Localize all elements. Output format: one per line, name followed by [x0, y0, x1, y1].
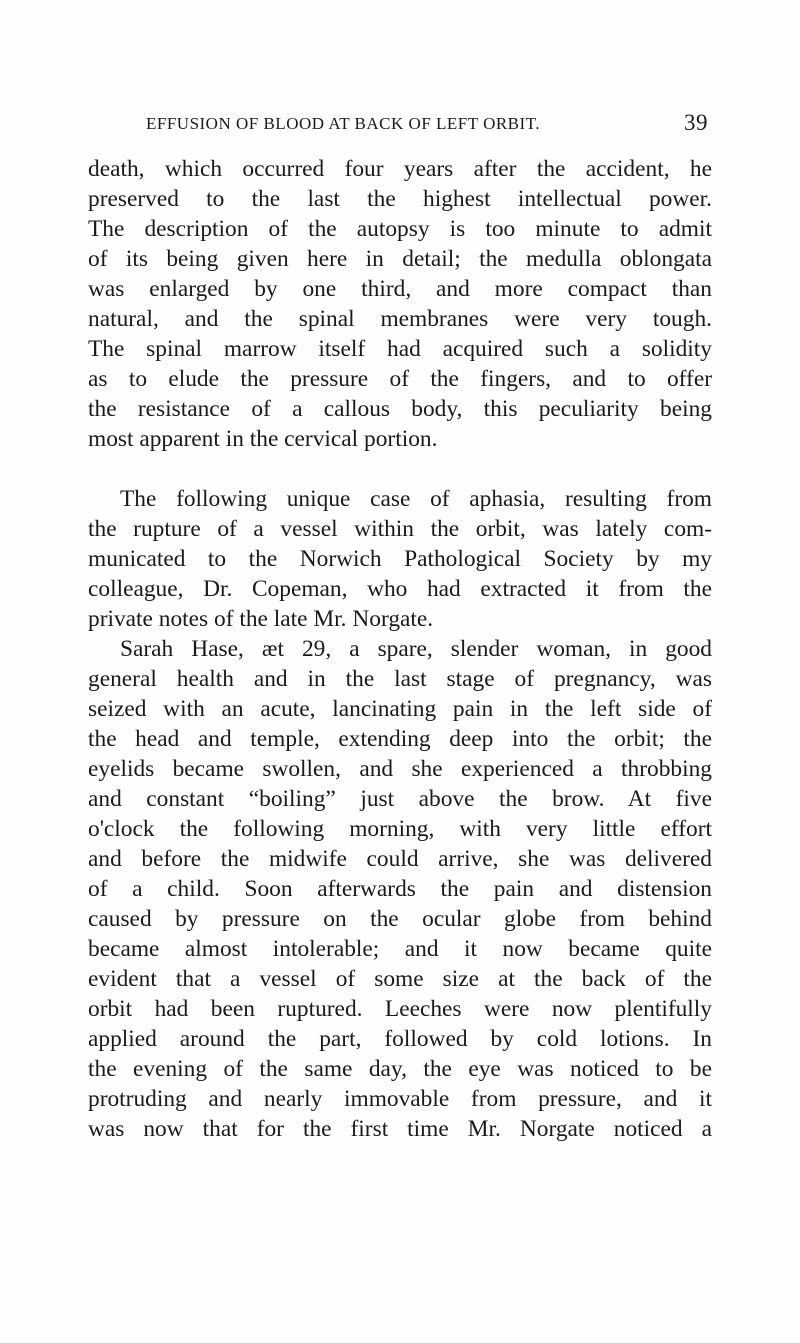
text-line: the rupture of a vessel within the orbit, was lately com-: [88, 516, 712, 542]
text-line: of a child. Soon afterwards the pain and distension: [88, 876, 712, 902]
body-text: [88, 154, 712, 1144]
paragraph: [88, 154, 712, 454]
text-line: orbit had been ruptured. Leeches were now plentifully: [88, 996, 712, 1022]
text-line: o'clock the following morning, with very little effort: [88, 816, 712, 842]
paragraph: [88, 634, 712, 1144]
text-line: was enlarged by one third, and more compact than: [88, 276, 712, 302]
text-line: natural, and the spinal membranes were very tough.: [88, 306, 712, 332]
text-line: and before the midwife could arrive, she was delivered: [88, 846, 712, 872]
text-line: and constant “boiling” just above the brow. At five: [88, 786, 712, 812]
text-line: applied around the part, followed by cold lotions. In: [88, 1026, 712, 1052]
text-line: became almost intolerable; and it now became quite: [88, 936, 712, 962]
text-line: most apparent in the cervical portion.: [88, 426, 438, 452]
text-line: Sarah Hase, æt 29, a spare, slender woman, in good: [120, 636, 712, 662]
paragraph: [88, 484, 712, 634]
running-title: EFFUSION OF BLOOD AT BACK OF LEFT ORBIT.: [146, 114, 541, 133]
text-line: seized with an acute, lancinating pain in the left side of: [88, 696, 712, 722]
text-line: the evening of the same day, the eye was noticed to be: [88, 1056, 712, 1082]
text-line: general health and in the last stage of pregnancy, was: [88, 666, 712, 692]
text-line: the head and temple, extending deep into the orbit; the: [88, 726, 712, 752]
text-line: death, which occurred four years after the accident, he: [88, 156, 712, 182]
text-line: evident that a vessel of some size at the back of the: [88, 966, 712, 992]
text-line: preserved to the last the highest intellectual power.: [88, 186, 712, 212]
text-line: eyelids became swollen, and she experienced a throbbing: [88, 756, 712, 782]
text-line: the resistance of a callous body, this peculiarity being: [88, 396, 712, 422]
text-line: municated to the Norwich Pathological Society by my: [88, 546, 712, 572]
text-line: colleague, Dr. Copeman, who had extracted it from the: [88, 576, 712, 602]
text-line: was now that for the first time Mr. Norgate noticed a: [88, 1116, 712, 1142]
text-line: private notes of the late Mr. Norgate.: [88, 606, 434, 632]
text-line: as to elude the pressure of the fingers, and to offer: [88, 366, 712, 392]
text-line: The description of the autopsy is too minute to admit: [88, 216, 712, 242]
text-line: protruding and nearly immovable from pressure, and it: [88, 1086, 712, 1112]
page-number: 39: [684, 110, 708, 135]
text-line: caused by pressure on the ocular globe from behind: [88, 906, 712, 932]
text-line: The spinal marrow itself had acquired such a solidity: [88, 336, 712, 362]
text-line: of its being given here in detail; the medulla oblongata: [88, 246, 712, 272]
paragraph-gap: [88, 454, 712, 484]
text-line: The following unique case of aphasia, resulting from: [120, 486, 712, 512]
